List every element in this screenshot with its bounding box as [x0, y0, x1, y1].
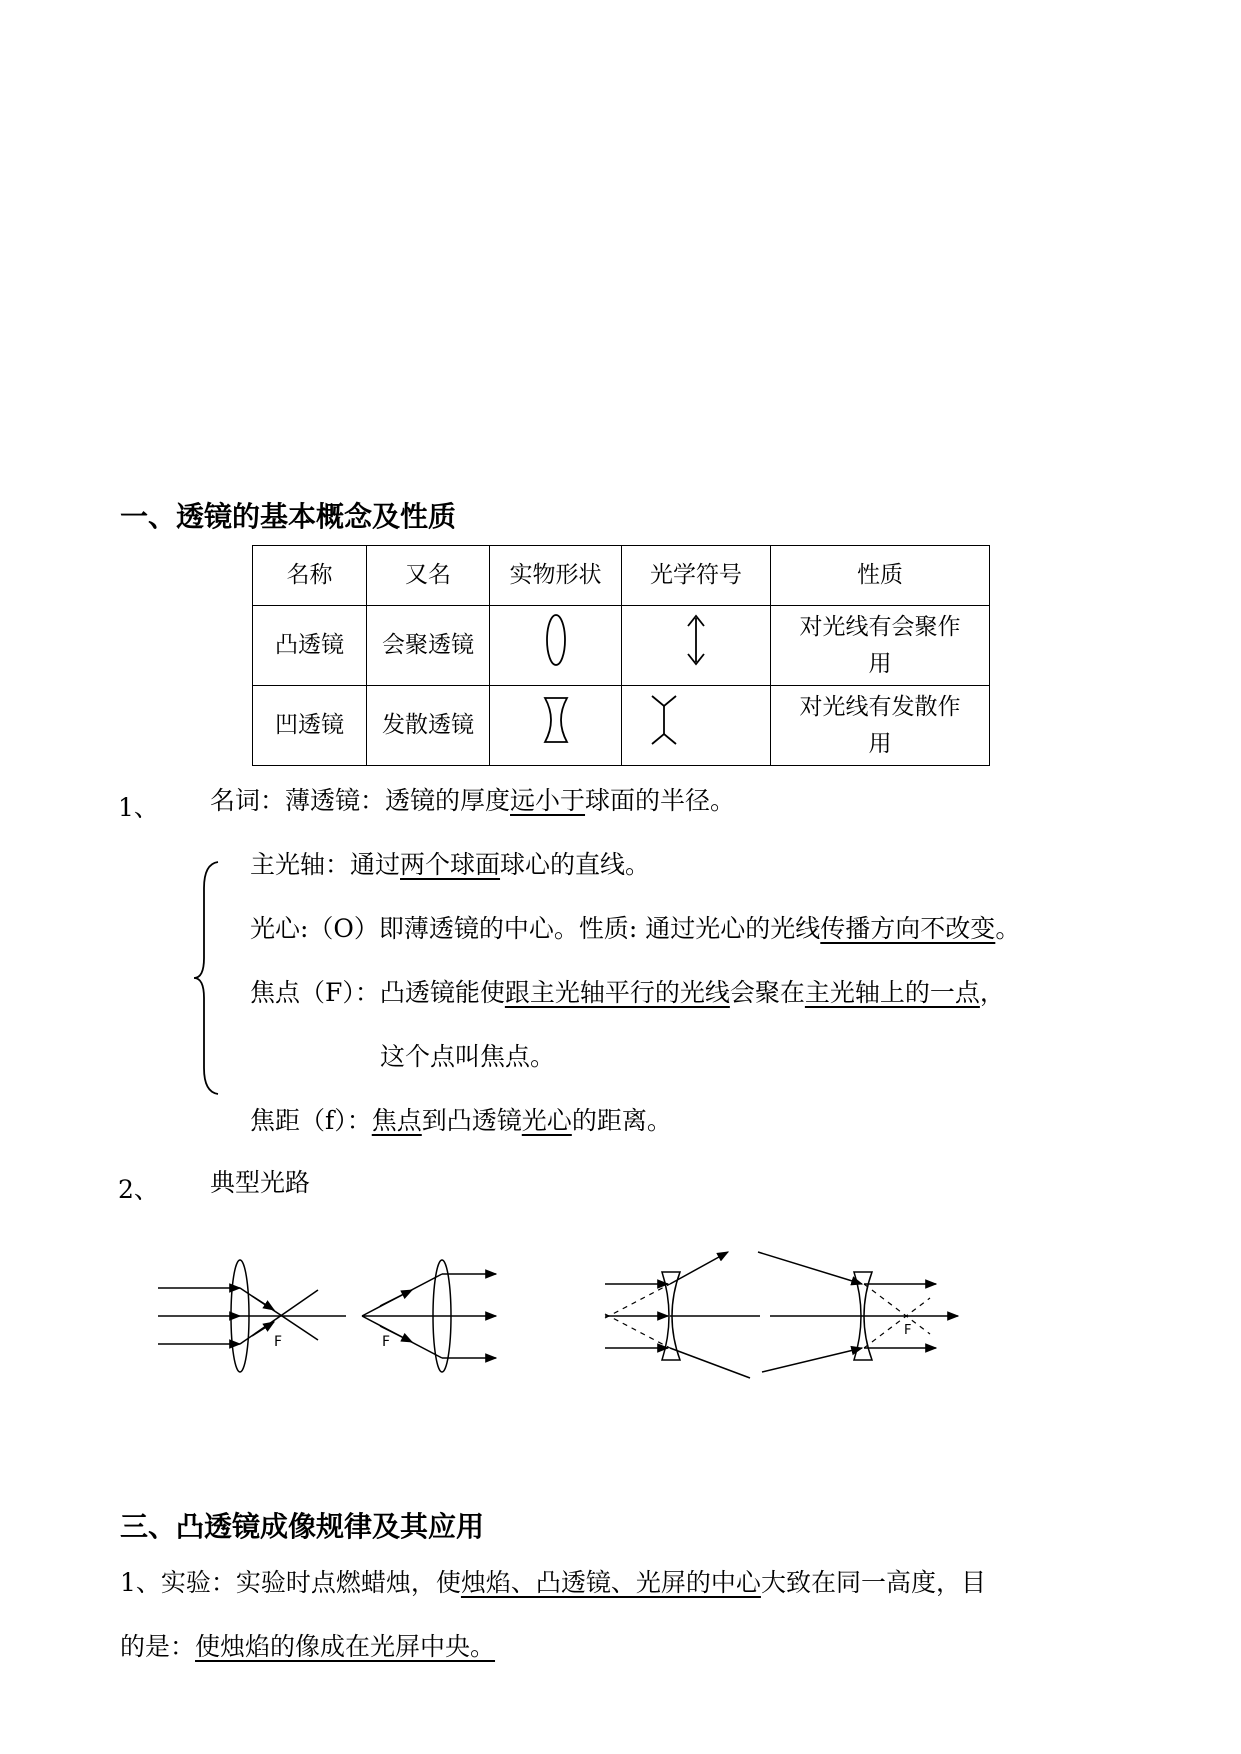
table-header-row [253, 546, 990, 606]
concave-diverging-diagram [605, 1252, 760, 1378]
focal-length-definition: 焦距（f）：焦点到凸透镜光心的距离。 [250, 1106, 672, 1135]
focus-label-4: F [904, 1323, 912, 1338]
row-name: 凸透镜 [253, 606, 367, 686]
row-alias: 会聚透镜 [367, 606, 490, 686]
convex-converging-diagram [158, 1260, 346, 1372]
item1-number: 1、 [118, 793, 159, 822]
header-property: 性质 [771, 546, 990, 606]
concave-lens-shape-icon [490, 686, 622, 766]
focus-definition-cont: 这个点叫焦点。 [380, 1042, 556, 1071]
row-alias: 发散透镜 [367, 686, 490, 766]
item2-title: 典型光路 [210, 1168, 311, 1197]
curly-brace-icon [192, 858, 222, 1098]
table-row [253, 606, 990, 686]
item1-thin-lens: 名词：薄透镜：透镜的厚度远小于球面的半径。 [210, 786, 736, 815]
row-property: 对光线有发散作用 [771, 686, 990, 766]
optical-center-definition: 光心:（O）即薄透镜的中心。性质: 通过光心的光线传播方向不改变。 [250, 914, 1021, 943]
header-name: 名称 [253, 546, 367, 606]
light-path-diagrams [150, 1250, 970, 1380]
convex-collimating-diagram [362, 1260, 496, 1372]
focus-label-1: F [274, 1334, 283, 1350]
section1-heading: 一、透镜的基本概念及性质 [120, 500, 457, 533]
header-symbol: 光学符号 [622, 546, 771, 606]
experiment-line-2: 的是：使烛焰的像成在光屏中央。 [120, 1632, 496, 1661]
header-alias: 又名 [367, 546, 490, 606]
concave-collimating-diagram [758, 1252, 958, 1372]
section3-heading: 三、凸透镜成像规律及其应用 [120, 1510, 485, 1543]
row-property: 对光线有会聚作用 [771, 606, 990, 686]
row-name: 凹透镜 [253, 686, 367, 766]
concave-lens-symbol-icon [622, 686, 771, 766]
focus-definition: 焦点（F）：凸透镜能使跟主光轴平行的光线会聚在主光轴上的一点， [250, 978, 1005, 1007]
header-shape: 实物形状 [490, 546, 622, 606]
convex-lens-symbol-icon [622, 606, 771, 686]
convex-lens-shape-icon [490, 606, 622, 686]
lens-table [252, 545, 990, 766]
table-row [253, 686, 990, 766]
focus-label-2: F [382, 1334, 391, 1350]
item2-number: 2、 [118, 1175, 159, 1204]
experiment-line-1: 1、实验：实验时点燃蜡烛，使烛焰、凸透镜、光屏的中心大致在同一高度，目 [120, 1568, 986, 1597]
main-axis-definition: 主光轴：通过两个球面球心的直线。 [250, 850, 651, 879]
